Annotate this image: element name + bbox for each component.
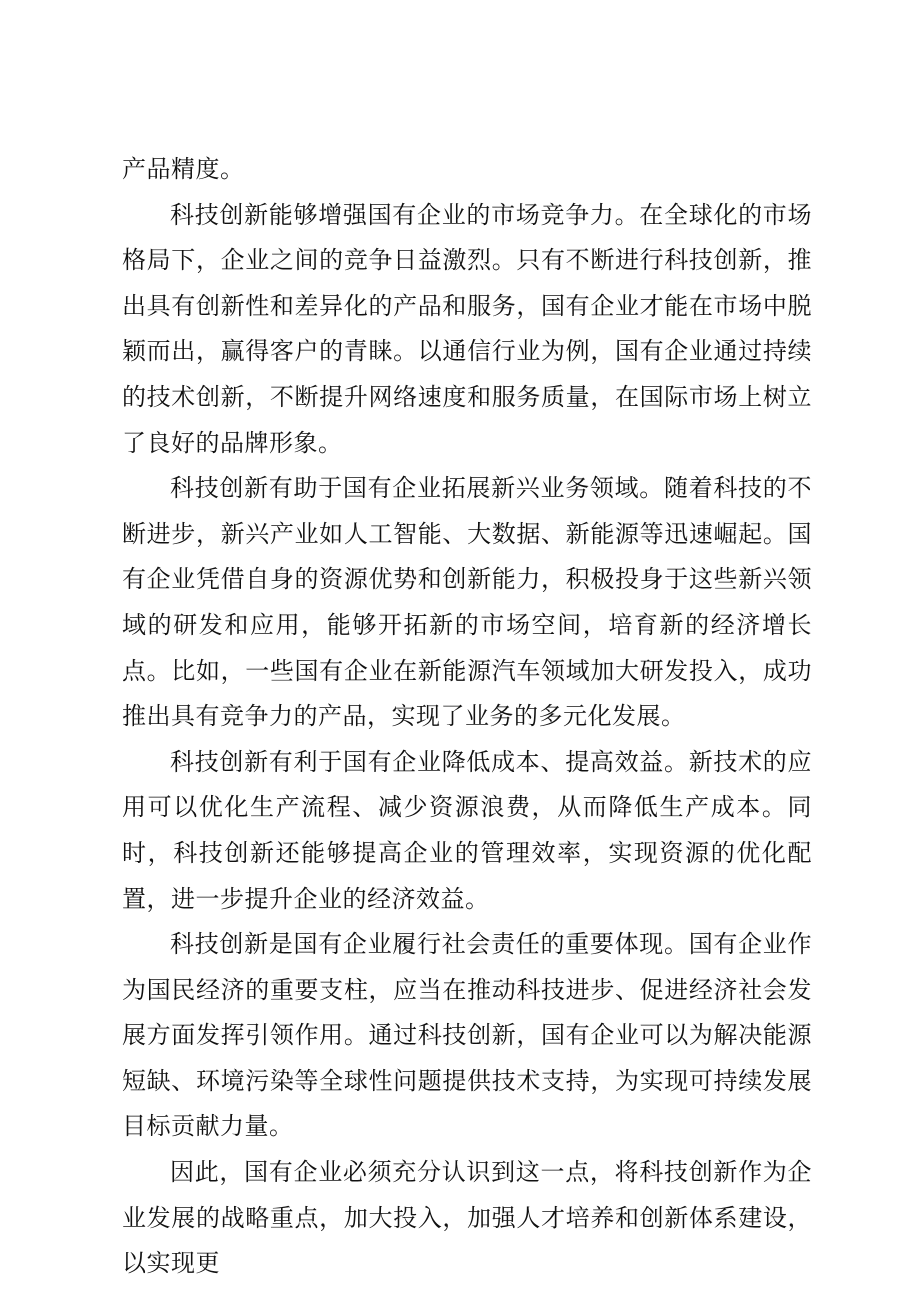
- paragraph-social-responsibility: 科技创新是国有企业履行社会责任的重要体现。国有企业作为国民经济的重要支柱，应当在推动科技进步、促进经济社会发展方面发挥引领作用。通过科技创新，国有企业可以为解决能源短缺、环境污染等全球性问题提供技术支持，为实现可持续发展目标贡献力量。: [122, 930, 812, 1141]
- body-text: [122, 147, 812, 1287]
- paragraph-continuation: 产品精度。: [122, 155, 245, 183]
- paragraph-emerging-business: 科技创新有助于国有企业拓展新兴业务领域。随着科技的不断进步，新兴产业如人工智能、大数据、新能源等迅速崛起。国有企业凭借自身的资源优势和创新能力，积极投身于这些新兴领域的研发和应用，能够开拓新的市场空间，培育新的经济增长点。比如，一些国有企业在新能源汽车领域加大研发投入，成功推出具有竞争力的产品，实现了业务的多元化发展。: [122, 474, 812, 731]
- paragraph-market-competitiveness: 科技创新能够增强国有企业的市场竞争力。在全球化的市场格局下，企业之间的竞争日益激烈。只有不断进行科技创新，推出具有创新性和差异化的产品和服务，国有企业才能在市场中脱颖而出，赢得客户的青睐。以通信行业为例，国有企业通过持续的技术创新，不断提升网络速度和服务质量，在国际市场上树立了良好的品牌形象。: [122, 200, 812, 457]
- paragraph-conclusion: 因此，国有企业必须充分认识到这一点，将科技创新作为企业发展的战略重点，加大投入，加强人才培养和创新体系建设，以实现更: [122, 1158, 812, 1278]
- paragraph-cost-efficiency: 科技创新有利于国有企业降低成本、提高效益。新技术的应用可以优化生产流程、减少资源浪费，从而降低生产成本。同时，科技创新还能够提高企业的管理效率，实现资源的优化配置，进一步提升企业的经济效益。: [122, 747, 812, 913]
